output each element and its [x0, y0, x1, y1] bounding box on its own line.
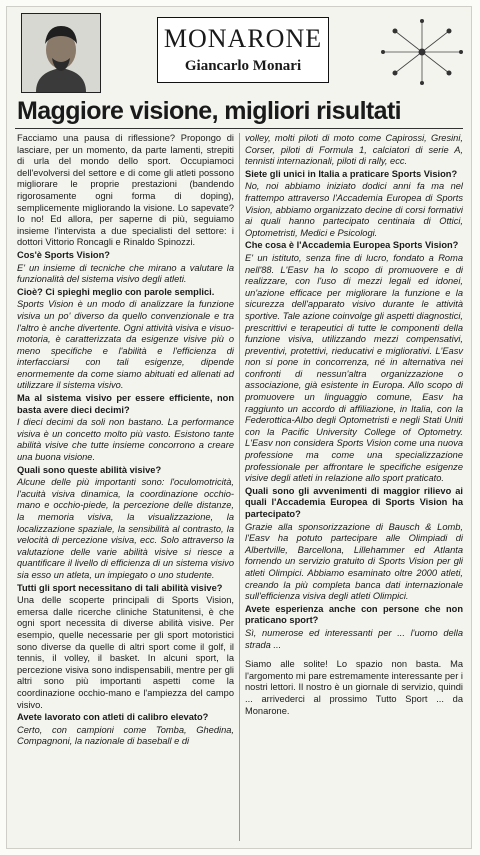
column-divider [239, 133, 240, 841]
sparkle-ornament-icon [377, 17, 467, 87]
answer: volley, molti piloti di moto come Capirossi, Gresini, Corser, piloti di Formula 1, calciatori di serie A, tennisti internazionali, piloti di rally, ecc. [245, 133, 463, 167]
answer: Sì, numerose ed interessanti per ... l'uomo della strada ... [245, 627, 463, 650]
paragraph: Facciamo una pausa di riflessione? Propongo di lasciare, per un momento, da parte lamenti, strepiti di urla del mondo dello sport. Occupiamoci dell'evolversi del settore e di come gli atleti possono migliorare le proprie prestazioni (bandendo rigorosamente ogni forma di doping), semplicemente migliorando la visione. Lo sapevate? Io no! Ed allora, per saperne di più, seguiamo insieme l'intervista a due specialisti del settore: i dottori Vittorio Roncagli e Rinaldo Spinozzi. [17, 133, 234, 248]
question: Cioè? Ci spieghi meglio con parole semplici. [17, 286, 215, 297]
answer: Alcune delle più importanti sono: l'oculomotricità, l'acuità visiva dinamica, la coordinazione occhio-mano e occhio-piede, la percezione delle distanze, la memoria visiva, la visualizzazione, la localizzazione spaziale, la sensibilità al contrasto, la velocità di percezione visiva, ecc. Solo attraverso la valutazione delle varie abilità visive si riesce a quantificare il livello di efficienza di un sistema visivo sia esso un atleta, un impiegato o uno studente. [17, 477, 234, 580]
answer: Certo, con campioni come Tomba, Ghedina, Compagnoni, la nazionale di baseball e di [17, 724, 234, 747]
question: Che cosa è l'Accademia Europea Sports Vision? [245, 240, 459, 251]
answer: No, noi abbiamo iniziato dodici anni fa ma nel frattempo attraverso l'Accademia Europea di Sports Vision, abbiamo organizzato decine di corsi formativi ai quali hanno partecipato centinaia di Ottici, Optometristi, Medici e Psicologi. [245, 181, 463, 238]
question: Ma al sistema visivo per essere efficiente, non basta avere dieci decimi? [17, 393, 234, 415]
closing-paragraph: Siamo alle solite! Lo spazio non basta. Ma l'argomento mi pare estremamente interessante per i nostri lettori. Il nostro è un giornale di servizio, quindi ... arrivederci al prossimo Tutto Sport ... da Monarone. [245, 659, 463, 716]
question: Avete esperienza anche con persone che non praticano sport? [245, 603, 463, 626]
answer: I dieci decimi da soli non bastano. La performance visiva è un concetto molto più vasto. Esistono tante abilità visive che tutte insieme concorrono a creare una buona visione. [17, 417, 234, 463]
answer: Sports Vision è un modo di analizzare la funzione visiva un po' diverso da quello convenzionale e tra l'altro è anche divertente. Ogni attività visiva e visuo-motoria, è caratterizzata da esigenze visive più o meno specifiche e l'abilità e l'efficienza di interfacciarsi con tali esigenze, dipende enormemente da come siamo abituati ed allenati ad utilizzare il sistema visivo. [17, 299, 234, 391]
headline: Maggiore visione, migliori risultati [17, 97, 402, 125]
column-header [7, 7, 471, 95]
answer: E' un istituto, senza fine di lucro, fondato a Roma nell'88. L'Easv ha lo scopo di promuovere e di realizzare, con l'uso di mezzi legali ed idonei, un'azione efficace per migliorare la funzione e la sicurezza dell'apparato visivo durante le attività sportive. Tale azione coinvolge gli aspetti diagnostici, prescrittivi e terapeutici di tutte le componenti della funzione visiva, utilizzando mezzi compensativi, preventivi, protettivi, rieducativi e migliorativi. L'Easv non si pone in concorrenza, né in alternativa nei confronti di nessun'altra organizzazione o associazione, già esistente in Europa. Allo scopo di promuovere un linguaggio comune, Easv ha raggiunto un accordo di affiliazione, in Italia, con la Federottica-Albo degli Optometristi e negli Stati Uniti con la Pacific University College of Optometry. L'Easv non considera Sports Vision come una nuova professione ma come una specializzazione professionale per affrontare le specifiche esigenze visive degli atleti in relazione allo sport praticato. [245, 252, 463, 484]
question: Quali sono queste abilità visive? [17, 464, 162, 475]
newspaper-clipping [6, 6, 472, 849]
column-title: MONARONE [163, 24, 323, 53]
column-logo [157, 17, 329, 83]
question: Cos'è Sports Vision? [17, 249, 110, 260]
paragraph: Una delle scoperte principali di Sports Vision, emersa dalle ricerche cliniche Statunitensi, è che ogni sport necessita di diverse abilità visive. Per esempio, quelle necessarie per gli sport motoristici sono diverse da quelle di altri sport come il golf, il tennis, il volley, il basket. In alcuni sport, la percezione visiva sono indispensabili, mentre per gli altri sono più importanti aspetti come la coordinazione occhio-mano e l'ampiezza del campo visivo. [17, 595, 234, 710]
answer: Grazie alla sponsorizzazione di Bausch & Lomb, l'Easv ha potuto partecipare alle Olimpiadi di Albertville, Barcellona, Lillehammer ed Atlanta fornendo un servizio gratuito di Sports Vision per gli atleti Olimpici. Abbiamo esaminato oltre 2000 atleti, creando la più completa banca dati internazionale sull'efficienza visiva degli atleti Olimpici. [245, 521, 463, 602]
headline-rule [15, 128, 463, 129]
author-photo [21, 13, 101, 93]
portrait-icon [22, 14, 100, 92]
question: Avete lavorato con atleti di calibro elevato? [17, 712, 209, 723]
right-column [245, 133, 463, 718]
question: Quali sono gli avvenimenti di maggior rilievo ai quali l'Accademia Europea di Sports Vision ha partecipato? [245, 485, 463, 519]
question: Tutti gli sport necessitano di tali abilità visive? [17, 582, 223, 593]
left-column [17, 133, 234, 749]
author-name: Giancarlo Monari [184, 58, 302, 74]
question: Siete gli unici in Italia a praticare Sports Vision? [245, 168, 458, 179]
answer: E' un insieme di tecniche che mirano a valutare la funzionalità del sistema visivo degli atleti. [17, 262, 234, 285]
